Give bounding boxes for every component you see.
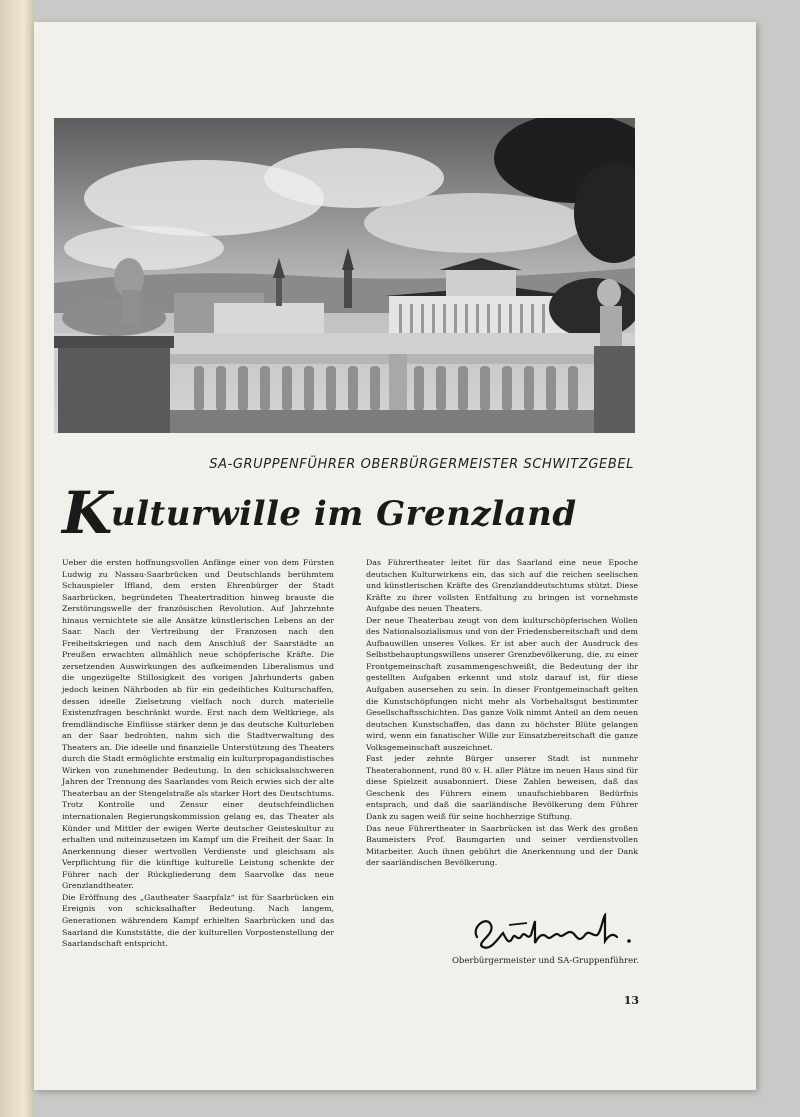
text-column-right <box>366 557 638 869</box>
signature-caption: Oberbürgermeister und SA-Gruppenführer. <box>451 956 639 966</box>
paragraph: Das Führertheater leitet für das Saarland eine neue Epoche deutschen Kulturwirkens ein, das sich auf die reichen seelischen und künstlerischen Kräfte des Grenzlanddeutschtums stützt. Diese Kräfte zu ihrer vollsten Entfaltung zu bringen ist vornehmste Aufgabe des neuen Theaters. <box>366 558 638 614</box>
paragraph: Der neue Theaterbau zeugt von dem kulturschöpferischen Wollen des Nationalsozialismus und von der Friedensbereitschaft und dem Aufbauwillen unseres Volkes. Er ist aber auch der Ausdruck des Selbstbehauptungswillens unserer Grenzbevölkerung, die, zu einer Frontgemeinschaft zusammengeschweißt, die Bedeutung der ihr gestellten Aufgaben erkennt und stolz darauf ist, für diese Aufgaben ausersehen zu sein. In dieser Frontgemeinschaft gelten die Kunstschöpfungen nicht mehr als Vorbehaltsgut bestimmter Gesellschaftsschichten. Das ganze Volk nimmt Anteil an dem neuen deutschen Kunstschaffen, das dann zu höchster Blüte gelangen wird, wenn ein fanatischer Wille zur Einsatzbereitschaft die ganze Volksgemeinschaft auszeichnet. <box>366 615 638 752</box>
paragraph: Die Eröffnung des „Gautheater Saarpfalz“ ist für Saarbrücken ein Ereignis von schicksalhafter Bedeutung. Nach langem, Generationen währendem Kampf erhielten Saarbrücken und das Saarland die Kunststätte, die der kulturellen Vorpostenstellung der Saarlandschaft entspricht. <box>62 892 334 949</box>
title-rest: ulturwille im Grenzland <box>110 494 577 534</box>
paragraph: Ueber die ersten hoffnungsvollen Anfänge einer von dem Fürsten Ludwig zu Nassau-Saarbrücken und Deutschlands berühmtem Schauspieler Iffland, dem ersten Ehrenbürger der Stadt Saarbrücken, begründeten Theatertradition hinweg brauste die Zerstörungswelle der französischen Revolution. Auf Jahrzehnte hinaus vernichtete sie alle Ansätze künstlerischen Lebens an der Saar. Nach der Vertreibung der Franzosen nach den Freiheitskriegen und nach dem Anschluß der Saarstädte an Preußen erwachten allmählich neue schöpferische Kräfte. Die zersetzenden Auswirkungen des aufkeimenden Liberalismus und die ungezügelte Stillosigkeit des vorigen Jahrhunderts gaben jedoch keinen Nährboden ab für ein gedeihliches Kulturschaffen, dessen ideelle Zielsetzung vielfach noch durch materielle Existenzfragen beschränkt wurde. Erst nach dem Weltkriege, als fremdländische Einflüsse stärker denn je das deutsche Kulturleben an der Saar bedrohten, nahm sich die Stadtverwaltung des Theaters an. Die ideelle und finanzielle Unterstützung des Theaters durch die Stadt ermöglichte erstmalig ein kulturpropagandistisches Wirken von zunehmender Bedeutung. In den schicksalsschweren Jahren der Trennung des Saarlandes vom Reich erwies sich der alte Theaterbau an der Stengelstraße als starker Hort des Deutschtums. Trotz Kontrolle und Zensur einer deutschfeindlichen internationalen Regierungskommission gelang es, das Theater als Künder und Mittler der ewigen Werte deutscher Geisteskultur zu erhalten und miteinzusetzen im Kampf um die Freiheit der Saar. In Anerkennung dieser wertvollen Verdienste und gleichsam als Verpflichtung für die künftige kulturelle Leistung schenkte der Führer nach der Rückgliederung dem Saarvolke das neue Grenzlandtheater. <box>62 558 334 891</box>
page-number: 13 <box>623 994 639 1007</box>
text-column-left <box>62 557 334 950</box>
article-title <box>62 479 622 547</box>
handwritten-signature <box>469 907 639 957</box>
theater-photograph <box>54 118 635 433</box>
author-line: SA-GRUPPENFÜHRER OBERBÜRGERMEISTER SCHWITZGEBEL <box>209 457 634 472</box>
magazine-page <box>34 22 756 1090</box>
paragraph: Das neue Führertheater in Saarbrücken ist das Werk des großen Baumeisters Prof. Baumgarten und seiner verdienstvollen Mitarbeiter. Auch ihnen gebührt die Anerkennung und der Dank der saarländischen Bevölkerung. <box>366 823 638 868</box>
paragraph: Fast jeder zehnte Bürger unserer Stadt ist nunmehr Theaterabonnent, rund 80 v. H. aller Plätze im neuen Haus sind für diese Spielzeit ausabonniert. Diese Zahlen beweisen, daß das Geschenk des Führers einem unaufschiebbaren Bedürfnis entsprach, und daß die saarländische Bevölkerung dem Führer Dank zu sagen weiß für seine hochherzige Stiftung. <box>366 754 638 822</box>
left-page-edge <box>0 0 34 1117</box>
title-initial: K <box>62 479 113 547</box>
